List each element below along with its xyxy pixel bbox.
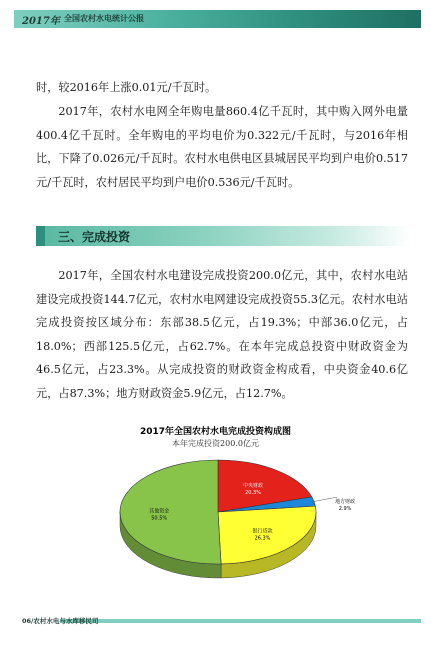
section-accent <box>36 226 45 246</box>
paragraph-investment: 2017年，全国农村水电建设完成投资200.0亿元，其中，农村水电站建设完成投资144.7亿元，农村水电网建设完成投资55.3亿元。农村水电站完成投资按区域分布：东部38.5亿元，占19.3%；中部36.0亿元，占18.0%；西部125.5亿元，占62.7%。在本年完成总投资中财政资金为46.5亿元，占23.3%。从完成投资的财政资金构成看，中央资金40.6亿元，占87.3%；地方财政资金5.9亿元，占12.7%。 <box>36 269 408 400</box>
pie-label-name-2: 银行贷款 <box>252 528 273 535</box>
footer-rule <box>60 619 421 623</box>
chart-subtitle: 本年完成投资200.0亿元 <box>172 439 259 448</box>
chart-title: 2017年全国农村水电完成投资构成图 <box>139 427 292 437</box>
header-title: 全国农村水电统计公报 <box>64 14 144 23</box>
paragraph-purchase: 2017年，农村水电网全年购电量860.4亿千瓦时，其中购入网外电量400.4亿千瓦时。全年购电的平均电价为0.322元/千瓦时，与2016年相比，下降了0.026元/千瓦时。农村水电供电区县城居民平均到户电价0.517元/千瓦时，农村居民平均到户电价0.536元/千瓦时。 <box>36 105 408 189</box>
pie-label-name-1: 地方财政 <box>335 499 356 506</box>
pie-label-pct-2: 26.3% <box>254 535 271 542</box>
pie-label-pct-1: 2.9% <box>338 506 352 513</box>
header-year: 2017年 <box>22 16 60 27</box>
pie-label-pct-0: 20.3% <box>245 489 261 496</box>
footer-text: 06/农村水电与水库移民司 <box>22 617 99 625</box>
pie-leader-1 <box>314 497 337 501</box>
section-title: 三、完成投资 <box>58 230 131 244</box>
section-heading <box>36 226 411 246</box>
pie-label-name-3: 其他资金 <box>149 508 170 515</box>
pie-label-pct-3: 50.5% <box>151 515 168 522</box>
pie-chart <box>100 450 356 595</box>
paragraph-continuation: 时，较2016年上涨0.01元/千瓦时。 <box>36 81 217 94</box>
pie-label-name-0: 中央财政 <box>243 482 264 489</box>
